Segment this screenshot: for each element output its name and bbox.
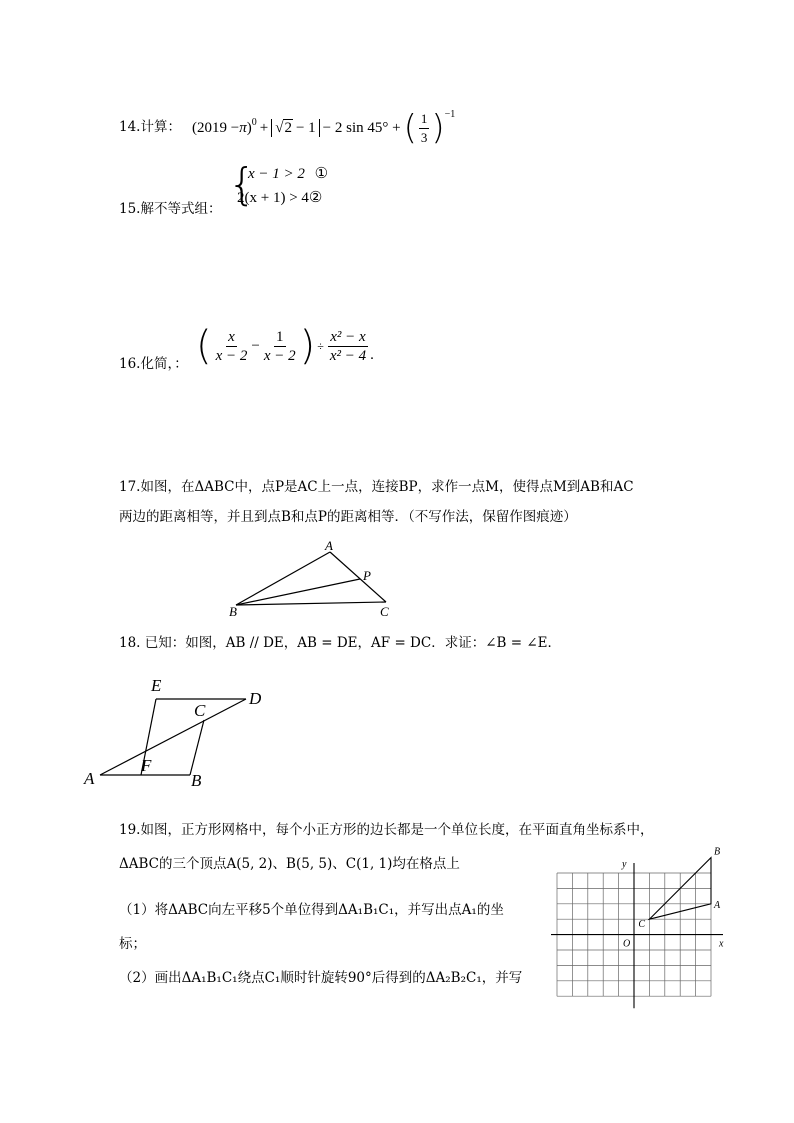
q16-minus: − (251, 337, 260, 354)
q18-label-a: A (84, 769, 95, 788)
q19-line5: （2）画出ΔA₁B₁C₁绕点C₁顺时针旋转90°后得到的ΔA₂B₂C₁，并写 (119, 970, 523, 986)
q17-segment-bp (236, 579, 360, 605)
q16-div: ÷ (317, 338, 324, 353)
q15-ineq1: x − 1 > 2 (248, 166, 305, 182)
q14-exp0: 0 (251, 116, 257, 128)
q14-label: 14.计算： (119, 119, 181, 135)
q19-label-a: A (714, 899, 721, 911)
q16-expression: ( $\frac{x}{x - 2}$ − $\frac{1}{x - 2}$ ) ÷ $\frac{\text{x² − x}}{\text{x² − 4}}$ . (196, 323, 374, 369)
q17-side-bc (236, 602, 386, 605)
q15-line1 (248, 164, 328, 184)
q17-side-ba (236, 552, 330, 605)
q15-line2 (237, 188, 322, 208)
q16-f1-num: x (228, 328, 235, 345)
q18-segment-bc (190, 720, 204, 775)
q18-label-b: B (191, 771, 202, 790)
q14-frac-den: 3 (420, 129, 428, 145)
q18-label-c: C (194, 701, 206, 720)
q15-mark2: ② (308, 190, 323, 206)
q14-sqrt-arg: 2 (284, 120, 292, 136)
q17-line2: 两边的距离相等，并且到点B和点P的距离相等．（不写作法，保留作图痕迹） (119, 509, 577, 525)
q17-label-b: B (229, 604, 237, 619)
q16-label: 16.化简，： (119, 356, 188, 372)
q14-frac-num: 1 (419, 110, 430, 129)
q17-figure (220, 538, 410, 620)
q16-frac3 (328, 328, 368, 365)
q18-label-e: E (151, 676, 162, 695)
q16-f2-num: 1 (276, 328, 284, 345)
q15-label: 15.解不等式组： (119, 201, 222, 217)
q17-label-a: A (325, 538, 333, 553)
q16-end: . (370, 347, 374, 363)
q14-pi: π (239, 119, 247, 136)
q17-line1: 17.如图，在ΔABC中，点P是AC上一点，连接BP，求作一点M，使得点M到AB和AC (119, 479, 634, 495)
q18-figure (78, 670, 278, 795)
q16-frac2 (262, 328, 298, 365)
q19-coordinate-grid (545, 846, 725, 1025)
q17-label-c: C (380, 604, 389, 619)
q19-line1: 19.如图，正方形网格中，每个小正方形的边长都是一个单位长度，在平面直角坐标系中， (119, 822, 654, 838)
q19-label-b: B (714, 846, 721, 858)
q16-f3-den: x² − 4 (329, 347, 367, 364)
q14-fraction (419, 110, 430, 147)
q14-abs: √ 2 − 1 (271, 119, 319, 137)
q16-f1-den: x − 2 (215, 347, 248, 364)
q15-ineq2: 2(x + 1) > 4 (237, 190, 309, 206)
q19-line2: ΔABC的三个顶点A(5, 2)、B(5, 5)、C(1, 1)均在格点上 (119, 856, 460, 872)
q18-label-d: D (249, 689, 262, 708)
q19-label-o: O (623, 938, 631, 950)
q19-line4: 标； (119, 936, 146, 952)
q15-mark1: ① (314, 166, 329, 182)
q14-mid: − 2 sin 45° + (322, 119, 401, 136)
q14-exp-neg1: −1 (444, 108, 456, 120)
q19-line3: （1）将ΔABC向左平移5个单位得到ΔA₁B₁C₁，并写出点A₁的坐 (119, 902, 504, 918)
q17-side-ac (330, 552, 386, 602)
q18-label-f: F (141, 756, 152, 775)
q14-expression: (2019 − π ) $^0$ + √ 2 − 1 − 2 sin 45° + ( $\frac{1}{3}$ ) $^{-1}$ (192, 108, 456, 148)
q16-frac1 (214, 328, 250, 365)
q19-label-c: C (638, 919, 646, 931)
q16-f3-num: x² − x (330, 328, 366, 345)
q19-label-x: x (719, 938, 724, 950)
q17-label-p: P (363, 568, 371, 583)
q18-segment-ad (100, 699, 246, 775)
q14-plus: + (259, 119, 269, 136)
q14-close: ) (246, 119, 252, 136)
q14-open: (2019 − (192, 119, 240, 136)
q14-minus1: − 1 (295, 119, 316, 136)
q18-line1: 18. 已知：如图，AB // DE，AB = DE，AF = DC．求证：∠B = ∠E． (119, 635, 561, 651)
q19-label-y: y (622, 859, 627, 870)
q15-brace: { (228, 159, 256, 210)
q16-f2-den: x − 2 (263, 347, 296, 364)
